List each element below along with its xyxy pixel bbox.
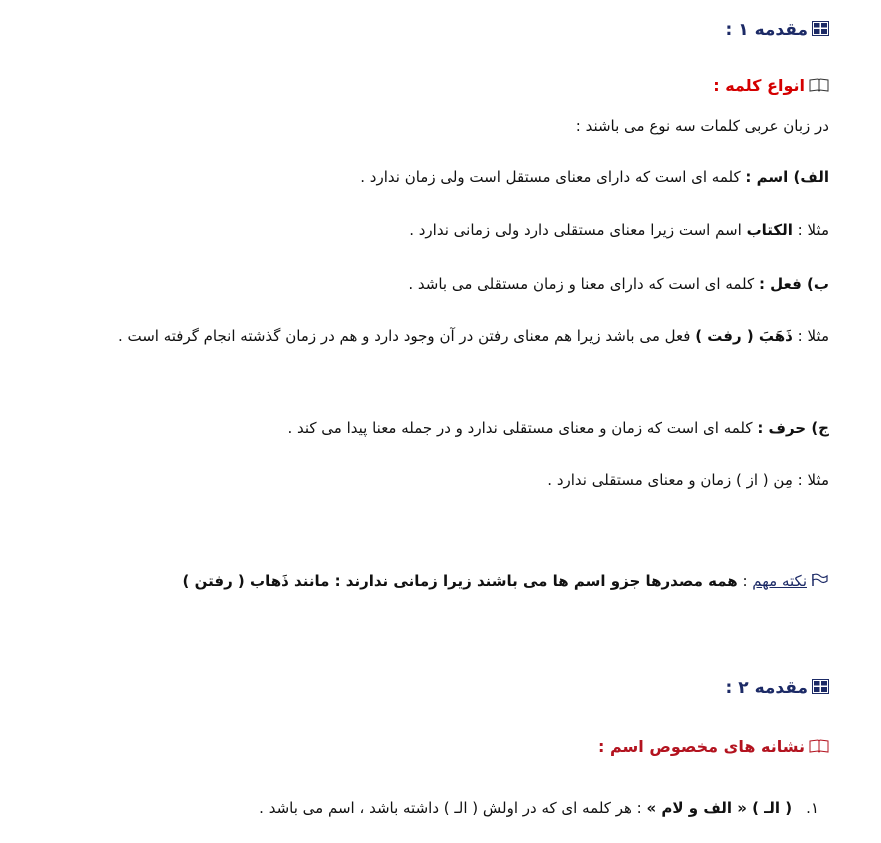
example-harf: مثلا : مِن ( از ) زمان و معنای مستقلی ندارد .: [547, 471, 829, 489]
section1-subheading: [40, 74, 829, 99]
list-item: [40, 796, 819, 820]
windows-icon: [812, 677, 829, 701]
example-fel: [40, 318, 829, 355]
book-icon: [809, 75, 829, 99]
example-ism-text: اسم است زیرا معنای مستقلی دارد ولی زمانی ندارد .: [409, 221, 747, 239]
list-item-number: ۱.: [806, 799, 819, 817]
example-ism-prefix: مثلا :: [792, 221, 829, 239]
example-fel-text: فعل می باشد زیرا هم معنای رفتن در آن وجود دارد و هم در زمان گذشته انجام گرفته است .: [117, 327, 696, 345]
example-fel-word: ذَهَبَ ( رفت ): [695, 327, 793, 345]
definition-fel: [40, 272, 829, 296]
definition-ism-label: الف) اسم :: [745, 168, 829, 186]
example-ism-word: الکتاب: [746, 221, 793, 239]
list-item-text: : هر کلمه ای که در اولش ( الـ ) داشته باشد ، اسم می باشد .: [259, 799, 647, 817]
section2-heading: [40, 676, 829, 701]
section2-subheading-text: نشانه های مخصوص اسم :: [598, 737, 805, 756]
book-icon: [809, 736, 829, 760]
list-item-label: ( الـ ) « الف و لام »: [646, 799, 793, 817]
windows-icon: [812, 19, 829, 43]
section1-heading-text: مقدمه ۱ :: [725, 20, 808, 40]
definition-harf-label: ج) حرف :: [757, 419, 829, 437]
definition-harf-text: کلمه ای است که زمان و معنای مستقلی ندارد و در جمله معنا پیدا می کند .: [287, 419, 758, 437]
note-separator: :: [737, 572, 753, 590]
example-fel-prefix: مثلا :: [792, 327, 829, 345]
important-note: [40, 569, 829, 594]
section1-intro: در زبان عربی کلمات سه نوع می باشند :: [575, 117, 829, 135]
note-text: همه مصدرها جزو اسم ها می باشند زیرا زمانی ندارند : مانند ذَهاب ( رفتن ): [182, 572, 738, 590]
section1-heading: [40, 18, 829, 43]
definition-ism-text: کلمه ای است که دارای معنای مستقل است ولی زمان ندارد .: [360, 168, 746, 186]
flag-icon: [811, 570, 829, 594]
definition-fel-text: کلمه ای است که دارای معنا و زمان مستقلی می باشد .: [408, 275, 759, 293]
example-ism: [40, 218, 829, 242]
section2-heading-text: مقدمه ۲ :: [725, 678, 808, 698]
definition-fel-label: ب) فعل :: [758, 275, 829, 293]
definition-ism: [40, 165, 829, 189]
definition-harf: [40, 416, 829, 440]
section2-subheading: [40, 735, 829, 760]
section1-subheading-text: انواع کلمه :: [713, 76, 805, 95]
note-tag: نکته مهم: [752, 572, 807, 590]
